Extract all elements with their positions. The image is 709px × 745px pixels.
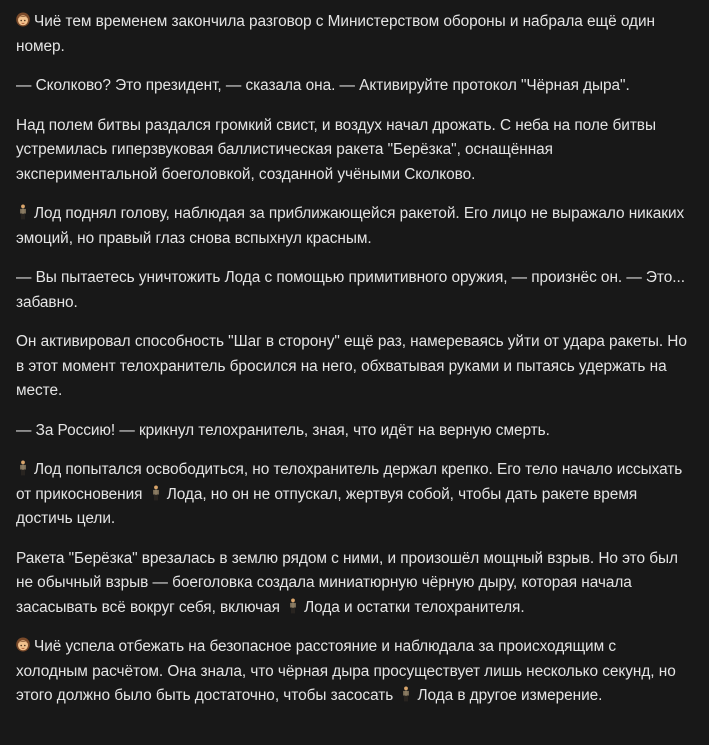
paragraph-7 bbox=[16, 419, 691, 444]
man-standing-icon bbox=[399, 686, 413, 702]
paragraph-text: — Сколково? Это президент, — сказала она. — Активируйте протокол "Чёрная дыра". bbox=[16, 77, 630, 94]
paragraph-text: Лода, но он не отпускал, жертвуя собой, чтобы дать ракете время достичь цели. bbox=[16, 485, 638, 527]
girl-icon bbox=[16, 637, 30, 653]
paragraph-3 bbox=[16, 114, 691, 188]
paragraph-5 bbox=[16, 266, 691, 315]
paragraph-10 bbox=[16, 635, 691, 709]
man-standing-icon bbox=[16, 460, 30, 476]
paragraph-text: Лод попытался освободиться, но телохранитель держал крепко. Его тело начало иссыхать от прикосновения bbox=[16, 461, 683, 503]
paragraph-text: Над полем битвы раздался громкий свист, и воздух начал дрожать. С неба на поле битвы устремилась гиперзвуковая баллистическая ракета "Берёзка", оснащённая экспериментальной боеголовкой, созданной учёными Сколково. bbox=[16, 116, 656, 183]
paragraph-text: — Вы пытаетесь уничтожить Лода с помощью примитивного оружия, — произнёс он. — Это... забавно. bbox=[16, 269, 685, 311]
paragraph-2 bbox=[16, 74, 691, 99]
paragraph-text: Он активировал способность "Шаг в сторону" ещё раз, намереваясь уйти от удара ракеты. Но в этот момент телохранитель бросился на него, обхватывая руками и пытаясь удержать на месте. bbox=[16, 333, 687, 399]
paragraph-text: Чиё успела отбежать на безопасное расстояние и наблюдала за происходящим с холодным расчётом. Она знала, что чёрная дыра просуществует лишь несколько секунд, но этого должно было быть достаточно, чтобы засосать bbox=[16, 638, 676, 704]
paragraph-text: Лод поднял голову, наблюдая за приближающейся ракетой. Его лицо не выражало никаких эмоций, но правый глаз снова вспыхнул красным. bbox=[16, 205, 685, 247]
paragraph-9 bbox=[16, 547, 691, 621]
man-standing-icon bbox=[16, 204, 30, 220]
paragraph-1 bbox=[16, 10, 691, 59]
paragraph-text: Чиё тем временем закончила разговор с Министерством обороны и набрала ещё один номер. bbox=[16, 13, 655, 55]
paragraph-text: Ракета "Берёзка" врезалась в землю рядом с ними, и произошёл мощный взрыв. Но это был не обычный взрыв — боеголовка создала миниатюрную чёрную дыру, которая начала засасывать всё вокруг себя, включая bbox=[16, 549, 678, 616]
paragraph-text: — За Россию! — крикнул телохранитель, зная, что идёт на верную смерть. bbox=[16, 421, 550, 439]
paragraph-text: Лода в другое измерение. bbox=[417, 687, 603, 704]
paragraph-8 bbox=[16, 458, 691, 532]
man-standing-icon bbox=[149, 485, 163, 501]
girl-icon bbox=[16, 12, 30, 28]
paragraph-text: Лода и остатки телохранителя. bbox=[304, 598, 525, 616]
man-standing-icon bbox=[286, 598, 300, 614]
paragraph-4 bbox=[16, 202, 691, 251]
paragraph-6 bbox=[16, 330, 691, 404]
